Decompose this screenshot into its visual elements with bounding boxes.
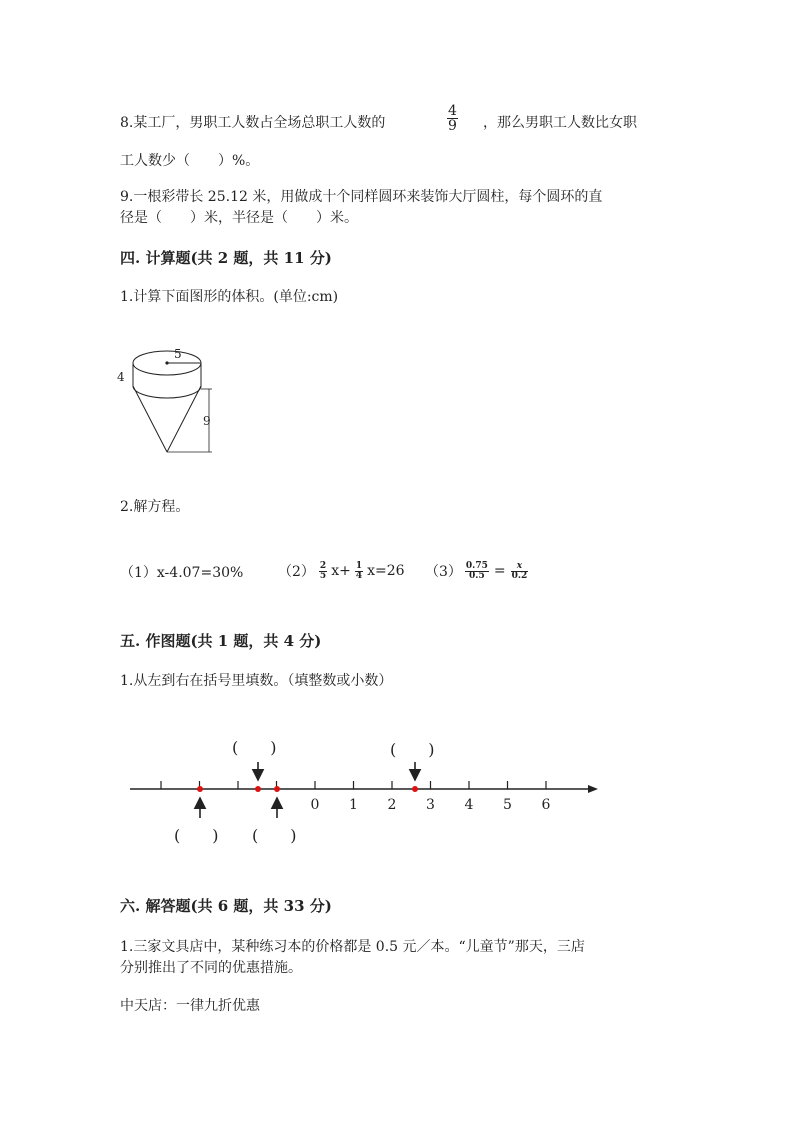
- equation-3-fraction-1: [465, 562, 489, 581]
- tick-label: 4: [464, 797, 474, 813]
- store-1-offer: 中天店：一律九折优惠: [120, 998, 260, 1014]
- tick-labels: [311, 797, 551, 813]
- answer-blank-bottom-2: ( ): [252, 826, 297, 845]
- eq2-f2-num: 1: [355, 560, 363, 571]
- eq2-f1-den: 5: [319, 570, 327, 581]
- section4-heading: 四. 计算题(共 2 题，共 11 分): [120, 249, 332, 267]
- section5-heading: 五. 作图题(共 1 题，共 4 分): [120, 632, 322, 650]
- equation-2-prefix: （2）: [278, 564, 315, 580]
- q8-text-line2: 工人数少（ ）%。: [120, 153, 260, 169]
- tick-label: 3: [426, 797, 435, 813]
- answer-blank-top-1: ( ): [232, 738, 277, 757]
- q8-fraction-numerator: 4: [448, 103, 457, 119]
- point-c: [274, 786, 280, 792]
- section6-heading: 六. 解答题(共 6 题，共 33 分): [120, 897, 332, 915]
- equation-2-fraction-2: [355, 562, 363, 581]
- cylinder-cone-figure: [112, 330, 222, 460]
- equation-2-fraction-1: [319, 562, 327, 581]
- cone-left-side: [133, 386, 167, 452]
- equation-3-fraction-2: [511, 562, 529, 581]
- eq3-f1-num: 0.75: [465, 560, 488, 571]
- equation-3-equals: =: [493, 563, 506, 579]
- eq3-f2-den: 0.2: [511, 570, 528, 581]
- tick-marks: [161, 781, 546, 789]
- q9-text-line2: 径是（ ）米，半径是（ ）米。: [120, 210, 358, 226]
- point-b: [255, 786, 261, 792]
- tick-label: 2: [387, 797, 397, 813]
- cone-height-label: 9: [203, 414, 211, 428]
- eq2-f1-num: 2: [319, 560, 327, 571]
- cylinder-bottom-arc: [133, 386, 201, 398]
- sec6-q1-line2: 分别推出了不同的优惠措施。: [120, 960, 302, 976]
- number-line-figure: [125, 730, 605, 850]
- q9-text-line1: 9.一根彩带长 25.12 米，用做成十个同样圆环来装饰大厅圆柱，每个圆环的直: [120, 189, 603, 205]
- sec4-q2-text: 2.解方程。: [120, 499, 190, 515]
- sec4-q1-text: 1.计算下面图形的体积。(单位:cm): [120, 289, 339, 305]
- sec5-q1-text: 1.从左到右在括号里填数。（填整数或小数）: [120, 673, 393, 689]
- radius-label: 5: [174, 347, 182, 361]
- point-a: [197, 786, 203, 792]
- eq3-f1-den: 0.5: [465, 571, 489, 581]
- equation-1: （1）x-4.07=30%: [120, 565, 244, 581]
- q8-text-part2: ，那么男职工人数比女职: [483, 115, 637, 131]
- sec6-q1-line1: 1.三家文具店中，某种练习本的价格都是 0.5 元／本。“儿童节”那天，三店: [120, 939, 585, 955]
- equation-2-end: x=26: [367, 563, 405, 579]
- equation-2-mid: x+: [331, 563, 351, 579]
- q8-text-part1: 8.某工厂，男职工人数占全场总职工人数的: [120, 115, 386, 131]
- cylinder-height-label: 4: [117, 370, 125, 384]
- q8-fraction-denominator: 9: [448, 118, 457, 134]
- equation-2: [278, 555, 405, 587]
- equation-3-prefix: （3）: [425, 564, 462, 580]
- answer-blank-top-2: ( ): [390, 740, 435, 759]
- equation-3: [425, 555, 531, 587]
- cone-right-side: [167, 386, 201, 452]
- number-line-arrowhead: [588, 785, 598, 793]
- tick-label: 1: [349, 797, 358, 813]
- tick-label: 5: [503, 797, 512, 813]
- q8-fraction: [447, 104, 458, 133]
- eq3-f2-num: x: [516, 560, 523, 571]
- tick-label: 6: [541, 797, 551, 813]
- eq2-f2-den: 4: [355, 570, 363, 581]
- point-d: [412, 786, 418, 792]
- answer-blank-bottom-1: ( ): [174, 826, 219, 845]
- tick-label: 0: [310, 797, 320, 813]
